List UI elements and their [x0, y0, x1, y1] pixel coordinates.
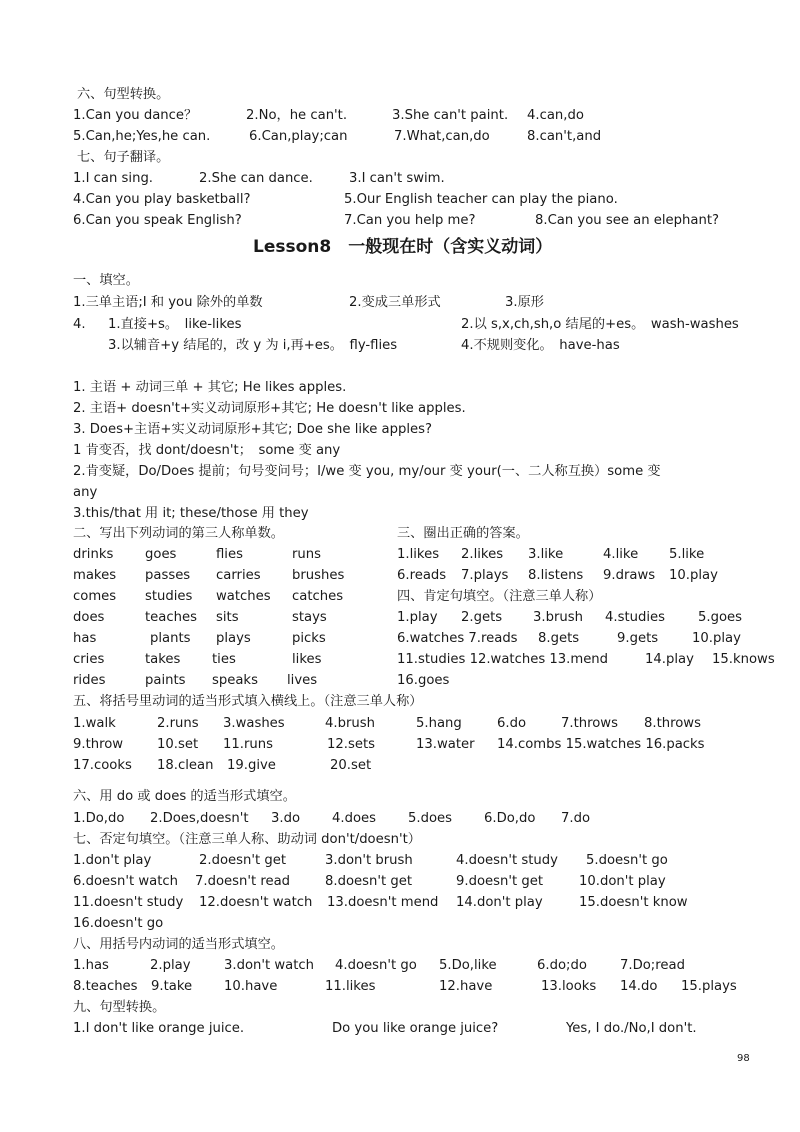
text-line: 2.肯变疑，Do/Does 提前；句号变问号；I/we 变 you, my/our 变 your(一、二人称互换）some 变 [73, 464, 661, 479]
text-line: 4.like [603, 547, 639, 562]
text-line: 7.What,can,do [394, 129, 490, 144]
text-line: 5.Our English teacher can play the piano. [344, 192, 618, 207]
text-line: 11.studies 12.watches 13.mend [397, 652, 609, 667]
text-line: 1.I don't like orange juice. [73, 1021, 245, 1036]
text-line: 7.Can you help me? [344, 213, 476, 228]
text-line: 5.Do,like [439, 958, 497, 973]
text-line: paints [145, 673, 186, 688]
text-line: 8.throws [644, 716, 701, 731]
text-line: 三、圈出正确的答案。 [397, 526, 529, 541]
text-line: 13.looks [541, 979, 597, 994]
text-line: studies [145, 589, 193, 604]
text-line: 8.can't,and [527, 129, 602, 144]
text-line: 2.No，he can't. [246, 108, 348, 123]
text-line: 7.do [561, 811, 591, 826]
text-line: 15.plays [681, 979, 737, 994]
text-line: 2.gets [461, 610, 503, 625]
text-line: 1 肯变否，找 dont/doesn't； some 变 any [73, 443, 341, 458]
text-line: 10.don't play [579, 874, 666, 889]
text-line: 4.does [332, 811, 377, 826]
text-line: 5.doesn't go [586, 853, 668, 868]
text-line: 8.listens [528, 568, 584, 583]
text-line: 2.She can dance. [199, 171, 313, 186]
text-line: 16.goes [397, 673, 450, 688]
text-line: plants [150, 631, 191, 646]
text-line: 1.I can sing. [73, 171, 154, 186]
text-line: 14.play [645, 652, 694, 667]
text-line: 14.don't play [456, 895, 543, 910]
text-line: likes [292, 652, 322, 667]
text-line: 3.like [528, 547, 564, 562]
text-line: 10.play [669, 568, 718, 583]
text-line: 3.She can't paint. [392, 108, 509, 123]
text-line: 9.take [151, 979, 193, 994]
text-line: 1.三单主语;I 和 you 除外的单数 [73, 295, 263, 310]
text-line: 8.Can you see an elephant? [535, 213, 719, 228]
text-line: 2.Does,doesn't [150, 811, 249, 826]
text-line: comes [73, 589, 117, 604]
text-line: 8.gets [538, 631, 580, 646]
text-line: 8.doesn't get [325, 874, 413, 889]
text-line: has [73, 631, 97, 646]
text-line: 六、句型转换。 [77, 87, 170, 102]
text-line: 1.Can you dance？ [73, 108, 198, 123]
text-line: plays [216, 631, 251, 646]
text-line: 4.brush [325, 716, 375, 731]
text-line: 1.play [397, 610, 438, 625]
text-line: Do you like orange juice? [332, 1021, 499, 1036]
text-line: 12.sets [327, 737, 375, 752]
text-line: 4.doesn't go [335, 958, 417, 973]
text-line: 3.don't watch [224, 958, 315, 973]
text-line: 七、句子翻译。 [77, 150, 170, 165]
text-line: 3.以辅音+y 结尾的，改 y 为 i,再+es。 fly-flies [108, 338, 398, 353]
text-line: 5.does [408, 811, 453, 826]
text-line: 五、将括号里动词的适当形式填入横线上。（注意三单人称） [73, 694, 423, 709]
text-line: 1.Do,do [73, 811, 125, 826]
text-line: cries [73, 652, 105, 667]
text-line: teaches [145, 610, 197, 625]
text-line: stays [292, 610, 327, 625]
text-line: 1.likes [397, 547, 440, 562]
text-line: 4.can,do [527, 108, 584, 123]
text-line: ties [212, 652, 236, 667]
text-line: 4.studies [605, 610, 666, 625]
text-line: 6.doesn't watch [73, 874, 178, 889]
text-line: 1.has [73, 958, 109, 973]
text-line: catches [292, 589, 344, 604]
text-line: 2. 主语+ doesn't+实义动词原形+其它; He doesn't like apples. [73, 401, 466, 416]
text-line: brushes [292, 568, 345, 583]
text-line: 四、肯定句填空。（注意三单人称） [397, 589, 602, 604]
text-line: 10.play [692, 631, 741, 646]
text-line: 2.play [150, 958, 191, 973]
text-line: 9.draws [603, 568, 656, 583]
text-line: 6.Can you speak English? [73, 213, 242, 228]
text-line: 1.直接+s。 like-likes [108, 317, 242, 332]
text-line: 3.this/that 用 it; these/those 用 they [73, 506, 309, 521]
lesson-title: Lesson8 一般现在时（含实义动词） [253, 237, 553, 257]
text-line: Yes, I do./No,I don't. [566, 1021, 697, 1036]
text-line: 7.plays [461, 568, 509, 583]
text-line: watches [216, 589, 271, 604]
text-line: 九、句型转换。 [73, 1000, 166, 1015]
text-line: 6.watches 7.reads [397, 631, 518, 646]
text-line: 七、否定句填空。（注意三单人称、助动词 don't/doesn't） [73, 832, 421, 847]
text-line: 5.hang [416, 716, 462, 731]
text-line: 4. [73, 317, 86, 332]
text-line: 11.doesn't study [73, 895, 184, 910]
text-line: 13.water [416, 737, 475, 752]
text-line: 2.likes [461, 547, 504, 562]
text-line: takes [145, 652, 181, 667]
page-number: 98 [737, 1053, 750, 1064]
text-line: 7.doesn't read [195, 874, 291, 889]
text-line: 7.Do;read [620, 958, 685, 973]
text-line: 5.goes [698, 610, 743, 625]
text-line: rides [73, 673, 106, 688]
text-line: 八、用括号内动词的适当形式填空。 [73, 937, 284, 952]
text-line: picks [292, 631, 326, 646]
text-line: 19.give [227, 758, 276, 773]
text-line: 17.cooks [73, 758, 132, 773]
text-line: 2.runs [157, 716, 199, 731]
text-line: runs [292, 547, 322, 562]
text-line: 3.brush [533, 610, 583, 625]
text-line: 3. Does+主语+实义动词原形+其它; Doe she like apples? [73, 422, 432, 437]
text-line: 12.have [439, 979, 493, 994]
text-line: 3.I can't swim. [349, 171, 445, 186]
text-line: 一、填空。 [73, 273, 139, 288]
text-line: drinks [73, 547, 114, 562]
text-line: 12.doesn't watch [199, 895, 313, 910]
text-line: 15.knows [712, 652, 775, 667]
text-line: 7.throws [561, 716, 618, 731]
text-line: 3.washes [223, 716, 285, 731]
text-line: passes [145, 568, 191, 583]
text-line: 9.gets [617, 631, 659, 646]
text-line: 8.teaches [73, 979, 138, 994]
text-line: 1.don't play [73, 853, 152, 868]
text-line: 6.do [497, 716, 527, 731]
text-line: 9.throw [73, 737, 124, 752]
text-line: 6.do;do [537, 958, 587, 973]
text-line: 20.set [330, 758, 372, 773]
text-line: 3.do [271, 811, 301, 826]
text-line: sits [216, 610, 239, 625]
text-line: makes [73, 568, 117, 583]
text-line: 1. 主语 + 动词三单 + 其它; He likes apples. [73, 380, 347, 395]
text-line: 14.do [620, 979, 658, 994]
text-line: 6.Can,play;can [249, 129, 348, 144]
text-line: 15.doesn't know [579, 895, 688, 910]
text-line: 5.Can,he;Yes,he can. [73, 129, 211, 144]
text-line: 10.set [157, 737, 199, 752]
text-line: lives [287, 673, 318, 688]
text-line: 9.doesn't get [456, 874, 544, 889]
text-line: does [73, 610, 105, 625]
text-line: 2.变成三单形式 [349, 295, 441, 310]
text-line: 二、写出下列动词的第三人称单数。 [73, 526, 284, 541]
text-line: 13.doesn't mend [327, 895, 439, 910]
text-line: goes [145, 547, 177, 562]
text-line: 六、用 do 或 does 的适当形式填空。 [73, 789, 296, 804]
text-line: 14.combs 15.watches 16.packs [497, 737, 705, 752]
text-line: 3.don't brush [325, 853, 413, 868]
text-line: 4.doesn't study [456, 853, 558, 868]
text-line: 1.walk [73, 716, 116, 731]
text-line: 6.Do,do [484, 811, 536, 826]
text-line: carries [216, 568, 261, 583]
text-line: 18.clean [157, 758, 214, 773]
text-line: any [73, 485, 98, 500]
text-line: 6.reads [397, 568, 447, 583]
text-line: 4.不规则变化。 have-has [461, 338, 620, 353]
text-line: 5.like [669, 547, 705, 562]
text-line: 11.runs [223, 737, 273, 752]
text-line: flies [216, 547, 243, 562]
text-line: 2.以 s,x,ch,sh,o 结尾的+es。 wash-washes [461, 317, 739, 332]
text-line: 11.likes [325, 979, 376, 994]
text-line: speaks [212, 673, 258, 688]
text-line: 16.doesn't go [73, 916, 164, 931]
text-line: 10.have [224, 979, 278, 994]
text-line: 3.原形 [505, 295, 544, 310]
text-line: 2.doesn't get [199, 853, 287, 868]
text-line: 4.Can you play basketball? [73, 192, 251, 207]
